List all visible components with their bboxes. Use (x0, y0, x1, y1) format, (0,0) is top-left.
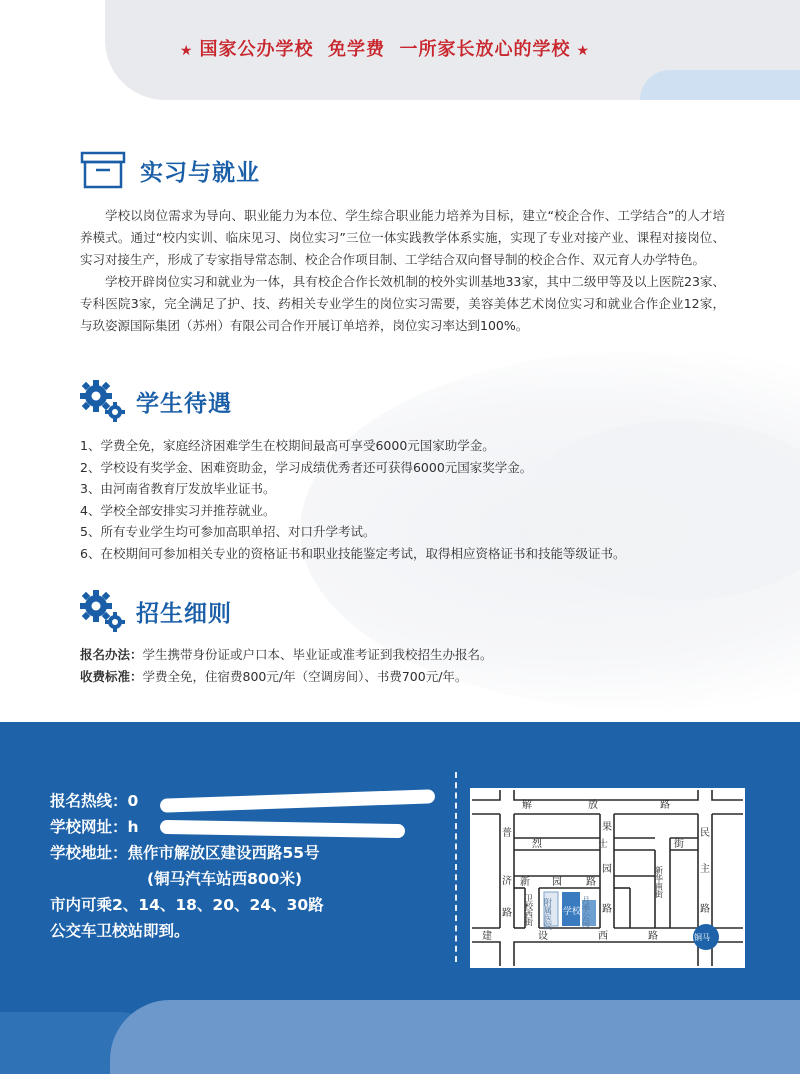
section-title-internship: 实习与就业 (140, 159, 260, 186)
address-label: 学校地址： (50, 844, 128, 862)
map-label: 主 (700, 864, 710, 875)
slogan (105, 35, 665, 61)
list-item: 1、学费全免，家庭经济困难学生在校期间最高可享受6000元国家助学金。 (80, 438, 495, 453)
website-label: 学校网址： (50, 818, 128, 836)
star-icon: ★ (179, 43, 194, 59)
folder-box-icon (80, 150, 126, 190)
map-graphic (470, 788, 745, 968)
list-item: 4、学校全部安排实习并推荐就业。 (80, 502, 276, 518)
address-value: 焦作市解放区建设西路55号 (127, 844, 320, 862)
map-label: 路 (648, 931, 658, 942)
map-label: 路 (660, 800, 670, 811)
footer-accent (110, 1000, 800, 1074)
map-label: 路 (700, 904, 710, 915)
admission-method-text: 学生携带身份证或户口本、毕业证或准考证到我校招生办报名。 (142, 647, 493, 662)
map-label: 放 (588, 800, 598, 811)
list-item: 2、学校设有奖学金、困难资助金，学习成绩优秀者还可获得6000元国家奖学金。 (80, 459, 533, 475)
location-map (470, 788, 745, 968)
map-label: 园 (552, 877, 562, 888)
map-label: 新华南街 (654, 866, 664, 898)
benefits-list (80, 435, 740, 564)
map-label: 铜马 (694, 933, 710, 942)
internship-paragraph-2: 学校开辟岗位实习和就业为一体，具有校企合作长效机制的校外实训基地33家，其中二级甲等及以上医院23家、专科医院3家，完全满足了护、技、药相关专业学生的岗位实习需要，美容美体艺术岗位实习和就业合作企业12家，与玖姿源国际集团（苏州）有限公司合作开展订单培养，岗位实习率达到100%。 (80, 274, 725, 333)
section-title-benefits: 学生待遇 (136, 390, 232, 417)
address-row (50, 840, 440, 866)
map-label: 设 (538, 931, 548, 942)
list-item: 5、所有专业学生均可参加高职单招、对口升学考试。 (80, 524, 376, 539)
map-label: 解 (522, 800, 532, 811)
bus-line-1: 市内可乘2、14、18、20、24、30路 (50, 896, 324, 914)
divider (455, 772, 457, 962)
slogan-text: 国家公办学校 免学费 一所家长放心的学校 (199, 39, 571, 60)
star-icon: ★ (576, 43, 591, 59)
map-label: 路 (502, 908, 512, 919)
website-value: h (127, 818, 139, 836)
map-label: 卫校西街 (524, 894, 534, 926)
map-label: 果 (602, 822, 612, 833)
map-label: 西 (598, 931, 608, 942)
internship-body (80, 205, 725, 337)
map-label: 月季公园 (581, 896, 591, 928)
admission-method-label: 报名办法： (80, 647, 143, 662)
map-label: 路 (586, 877, 596, 888)
map-label: 新 (520, 877, 530, 888)
map-label: 路 (602, 904, 612, 915)
contact-block (50, 788, 440, 944)
hotline-label: 报名热线： (50, 792, 128, 810)
admission-fee-label: 收费标准： (80, 669, 143, 684)
internship-paragraph-1: 学校以岗位需求为导向、职业能力为本位、学生综合职业能力培养为目标，建立“校企合作、工学结合”的人才培养模式。通过“校内实训、临床见习、岗位实习”三位一体实践教学体系实施，实现了专业对接产业、课程对接岗位、实习对接生产，形成了专家指导常态制、校企合作项目制、工学结合双向督导制的校企合作、双元育人办学特色。 (80, 208, 725, 267)
admission-fee-text: 学费全免，住宿费800元/年（空调房间）、书费700元/年。 (142, 669, 468, 684)
list-item: 6、在校期间可参加相关专业的资格证书和职业技能鉴定考试，取得相应资格证书和技能等级证书。 (80, 545, 626, 561)
map-label: 建 (482, 931, 492, 942)
gears-icon (78, 378, 128, 424)
map-label: 济 (502, 876, 512, 887)
address-note: (铜马汽车站西800米) (147, 870, 303, 888)
hotline-value: 0 (127, 792, 139, 810)
map-label: 烈 (532, 839, 542, 850)
section-heading-internship (80, 150, 260, 190)
map-label: 民 (700, 828, 710, 839)
map-label: 街 (674, 839, 684, 850)
map-label: 园 (602, 864, 612, 875)
bus-line-2: 公交车卫校站即到。 (50, 922, 190, 940)
admission-fee-row (80, 666, 740, 688)
map-label: 士 (598, 839, 608, 850)
gears-icon (78, 588, 128, 634)
admission-rules (80, 644, 740, 688)
list-item: 3、由河南省教育厅发放毕业证书。 (80, 481, 276, 496)
map-label: 普 (502, 828, 512, 839)
admission-method-row (80, 644, 740, 666)
section-heading-admission (78, 588, 232, 634)
section-title-admission: 招生细则 (136, 600, 232, 627)
footer (0, 722, 800, 1074)
map-label: 附属医院 (543, 898, 553, 930)
map-school-label: 学校 (563, 907, 582, 917)
section-heading-benefits (78, 378, 232, 424)
header-corner-accent (640, 70, 800, 100)
